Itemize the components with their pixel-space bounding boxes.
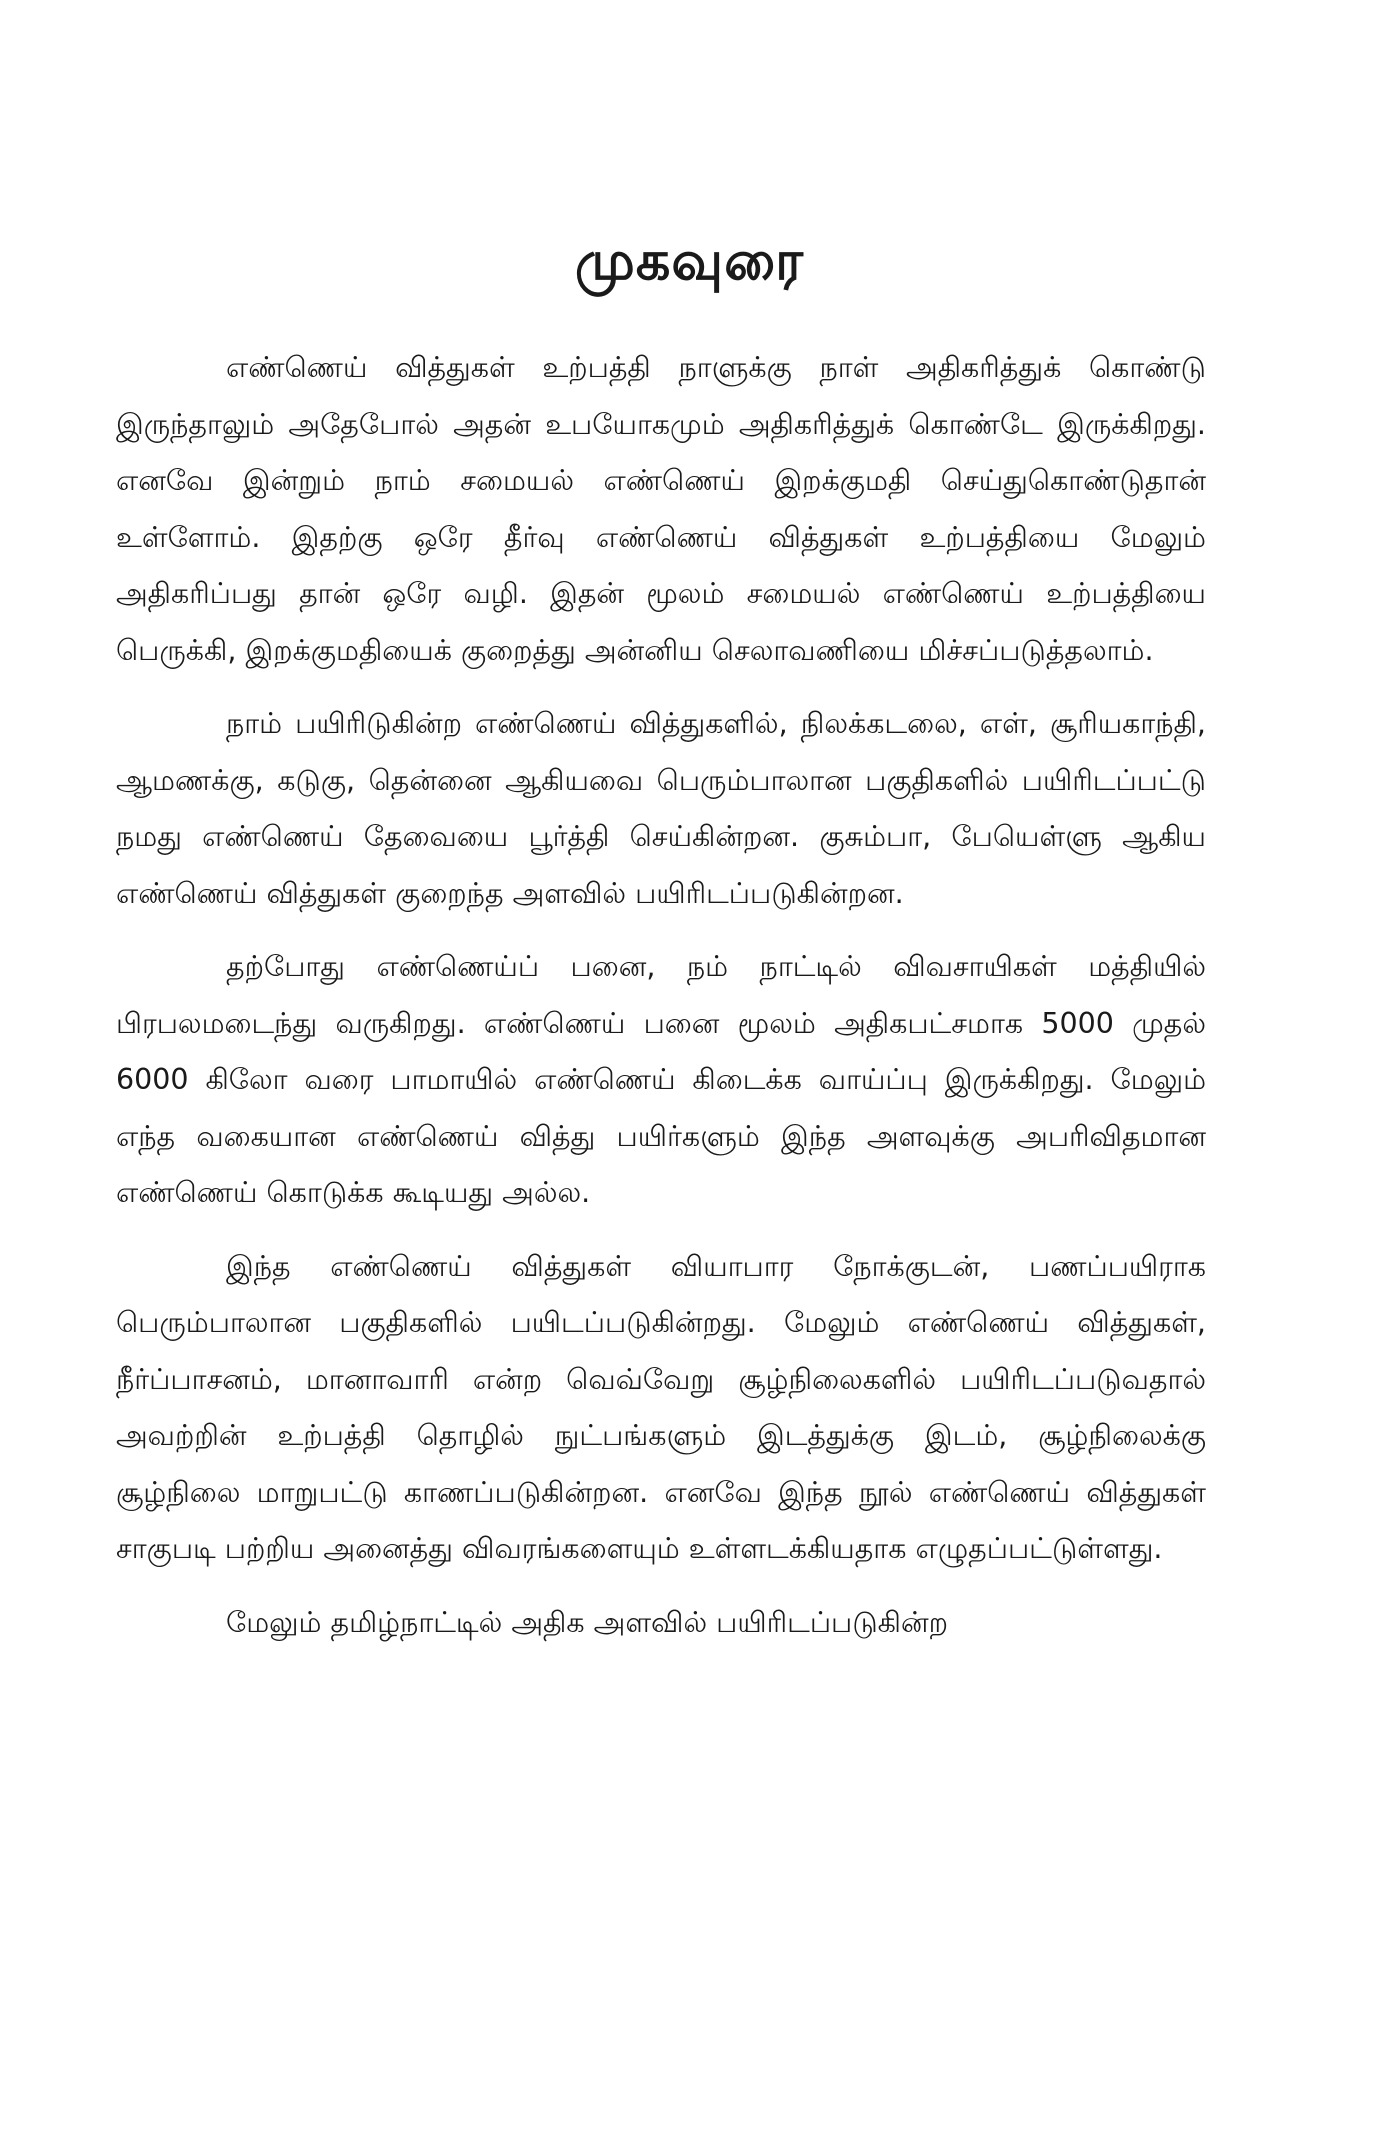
body-text: [116, 340, 1206, 1651]
paragraph-3: தற்போது எண்ணெய்ப் பனை, நம் நாட்டில் விவசாயிகள் மத்தியில் பிரபலமடைந்து வருகிறது. எண்ணெய் பனை மூலம் அதிகபட்சமாக 5000 முதல் 6000 கிலோ வரை பாமாயில் எண்ணெய் கிடைக்க வாய்ப்பு இருக்கிறது. மேலும் எந்த வகையான எண்ணெய் வித்து பயிர்களும் இந்த அளவுக்கு அபரிவிதமான எண்ணெய் கொடுக்க கூடியது அல்ல.: [116, 950, 1206, 1209]
paragraph-1: எண்ணெய் வித்துகள் உற்பத்தி நாளுக்கு நாள் அதிகரித்துக் கொண்டு இருந்தாலும் அதேபோல் அதன் உபயோகமும் அதிகரித்துக் கொண்டே இருக்கிறது. எனவே இன்றும் நாம் சமையல் எண்ணெய் இறக்குமதி செய்துகொண்டுதான் உள்ளோம். இதற்கு ஒரே தீர்வு எண்ணெய் வித்துகள் உற்பத்தியை மேலும் அதிகரிப்பது தான் ஒரே வழி. இதன் மூலம் சமையல் எண்ணெய் உற்பத்தியை பெருக்கி, இறக்குமதியைக் குறைத்து அன்னிய செலாவணியை மிச்சப்படுத்தலாம்.: [116, 351, 1206, 667]
paragraph-5: மேலும் தமிழ்நாட்டில் அதிக அளவில் பயிரிடப்படுகின்ற: [226, 1605, 949, 1639]
paragraph-2: நாம் பயிரிடுகின்ற எண்ணெய் வித்துகளில், நிலக்கடலை, எள், சூரியகாந்தி, ஆமணக்கு, கடுகு, தென்னை ஆகியவை பெரும்பாலான பகுதிகளில் பயிரிடப்பட்டு நமது எண்ணெய் தேவையை பூர்த்தி செய்கின்றன. குசும்பா, பேயெள்ளு ஆகிய எண்ணெய் வித்துகள் குறைந்த அளவில் பயிரிடப்படுகின்றன.: [116, 707, 1206, 910]
paragraph-4: இந்த எண்ணெய் வித்துகள் வியாபார நோக்குடன், பணப்பயிராக பெரும்பாலான பகுதிகளில் பயிடப்படுகின்றது. மேலும் எண்ணெய் வித்துகள், நீர்ப்பாசனம், மானாவாரி என்ற வெவ்வேறு சூழ்நிலைகளில் பயிரிடப்படுவதால் அவற்றின் உற்பத்தி தொழில் நுட்பங்களும் இடத்துக்கு இடம், சூழ்நிலைக்கு சூழ்நிலை மாறுபட்டு காணப்படுகின்றன. எனவே இந்த நூல் எண்ணெய் வித்துகள் சாகுபடி பற்றிய அனைத்து விவரங்களையும் உள்ளடக்கியதாக எழுதப்பட்டுள்ளது.: [116, 1249, 1206, 1565]
page-title: முகவுரை: [574, 229, 805, 293]
